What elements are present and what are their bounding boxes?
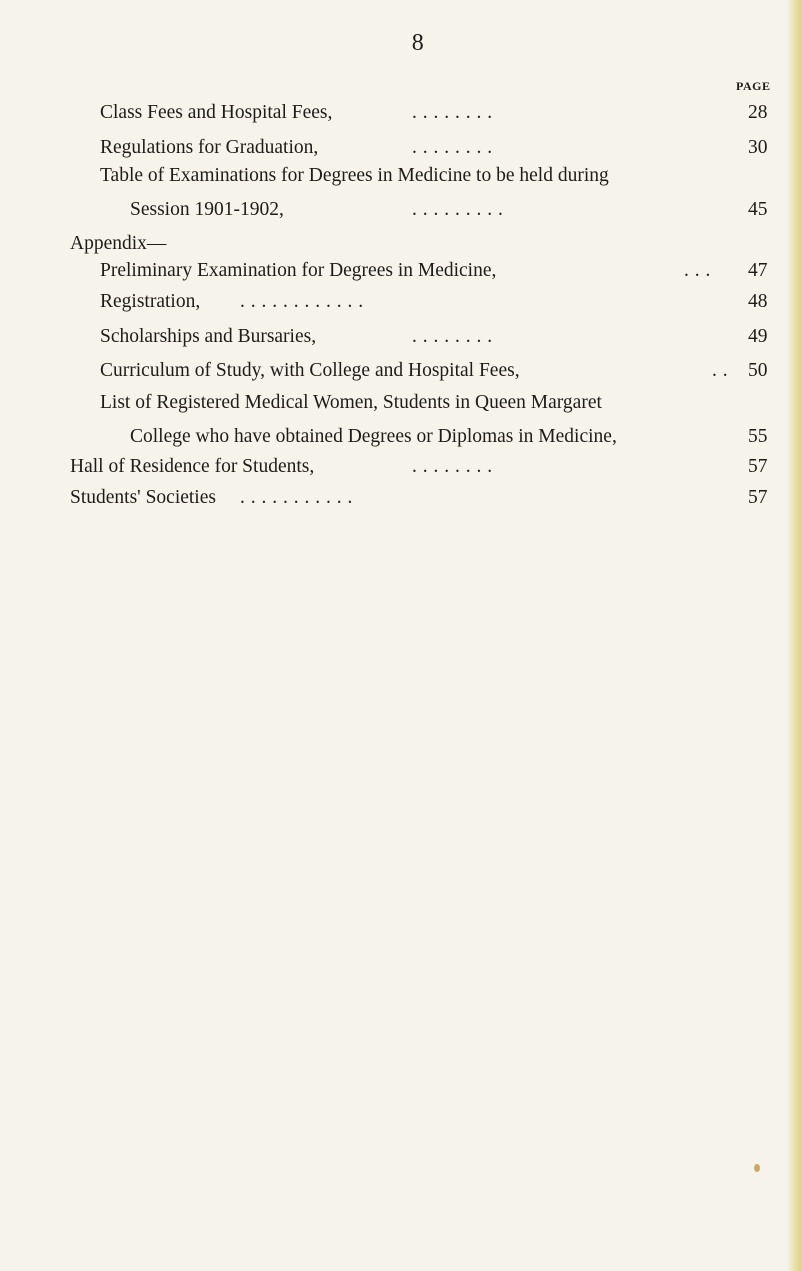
toc-entry-page: 47 xyxy=(748,260,768,281)
toc-entry-students-societies xyxy=(0,484,801,512)
toc-entry-page: 57 xyxy=(748,456,768,477)
toc-entry-title: Session 1901-1902, xyxy=(130,199,284,220)
toc-entry-page: 45 xyxy=(748,199,768,220)
toc-entry-page: 28 xyxy=(748,102,768,123)
toc-entry-title: Table of Examinations for Degrees in Medicine to be held during xyxy=(100,165,609,186)
toc-leader-dots: . . . . . . . . . . . xyxy=(240,487,353,508)
page-edge-stain xyxy=(787,0,801,1271)
page-spot-mark xyxy=(754,1164,760,1172)
toc-entry-title: Registration, xyxy=(100,291,201,312)
toc-entry-title: Students' Societies xyxy=(70,487,216,508)
toc-leader-dots: . . . . . . . . . . . . xyxy=(240,291,364,312)
toc-entry-title: List of Registered Medical Women, Students in Queen Margaret xyxy=(100,392,602,413)
toc-entry-curriculum xyxy=(0,357,801,385)
toc-entry-registration xyxy=(0,288,801,316)
toc-leader-dots: . . . . . . . . xyxy=(412,456,493,477)
toc-entry-table-examinations xyxy=(0,162,801,190)
toc-entry-session xyxy=(0,196,801,224)
toc-entry-title: Curriculum of Study, with College and Hospital Fees, xyxy=(100,360,520,381)
toc-entry-title: Regulations for Graduation, xyxy=(100,137,319,158)
toc-entry-page: 57 xyxy=(748,487,768,508)
toc-entry-preliminary xyxy=(0,257,801,285)
page-column-label: PAGE xyxy=(736,79,771,93)
appendix-heading: Appendix— xyxy=(70,233,167,254)
toc-leader-dots: . . xyxy=(712,360,729,381)
toc-entry-regulations xyxy=(0,134,801,162)
page-number: 8 xyxy=(411,30,425,56)
toc-leader-dots: . . . . . . . . xyxy=(412,102,493,123)
toc-entry-page: 30 xyxy=(748,137,768,158)
toc-leader-dots: . . . . . . . . xyxy=(412,326,493,347)
toc-entry-list-registered xyxy=(0,389,801,417)
toc-leader-dots: . . . xyxy=(684,260,711,281)
toc-entry-page: 55 xyxy=(748,426,768,447)
toc-leader-dots: . . . . . . . . . xyxy=(412,199,504,220)
toc-entry-hall-residence xyxy=(0,453,801,481)
toc-entry-scholarships xyxy=(0,323,801,351)
toc-entry-title: Hall of Residence for Students, xyxy=(70,456,315,477)
toc-entry-college-degrees xyxy=(0,423,801,451)
toc-entry-title: Class Fees and Hospital Fees, xyxy=(100,102,333,123)
toc-entry-page: 48 xyxy=(748,291,768,312)
toc-leader-dots: . . . . . . . . xyxy=(412,137,493,158)
toc-entry-title: College who have obtained Degrees or Diplomas in Medicine, xyxy=(130,426,617,447)
toc-entry-page: 49 xyxy=(748,326,768,347)
toc-entry-title: Preliminary Examination for Degrees in Medicine, xyxy=(100,260,497,281)
toc-entry-class-fees xyxy=(0,99,801,127)
toc-entry-page: 50 xyxy=(748,360,768,381)
toc-entry-title: Scholarships and Bursaries, xyxy=(100,326,317,347)
